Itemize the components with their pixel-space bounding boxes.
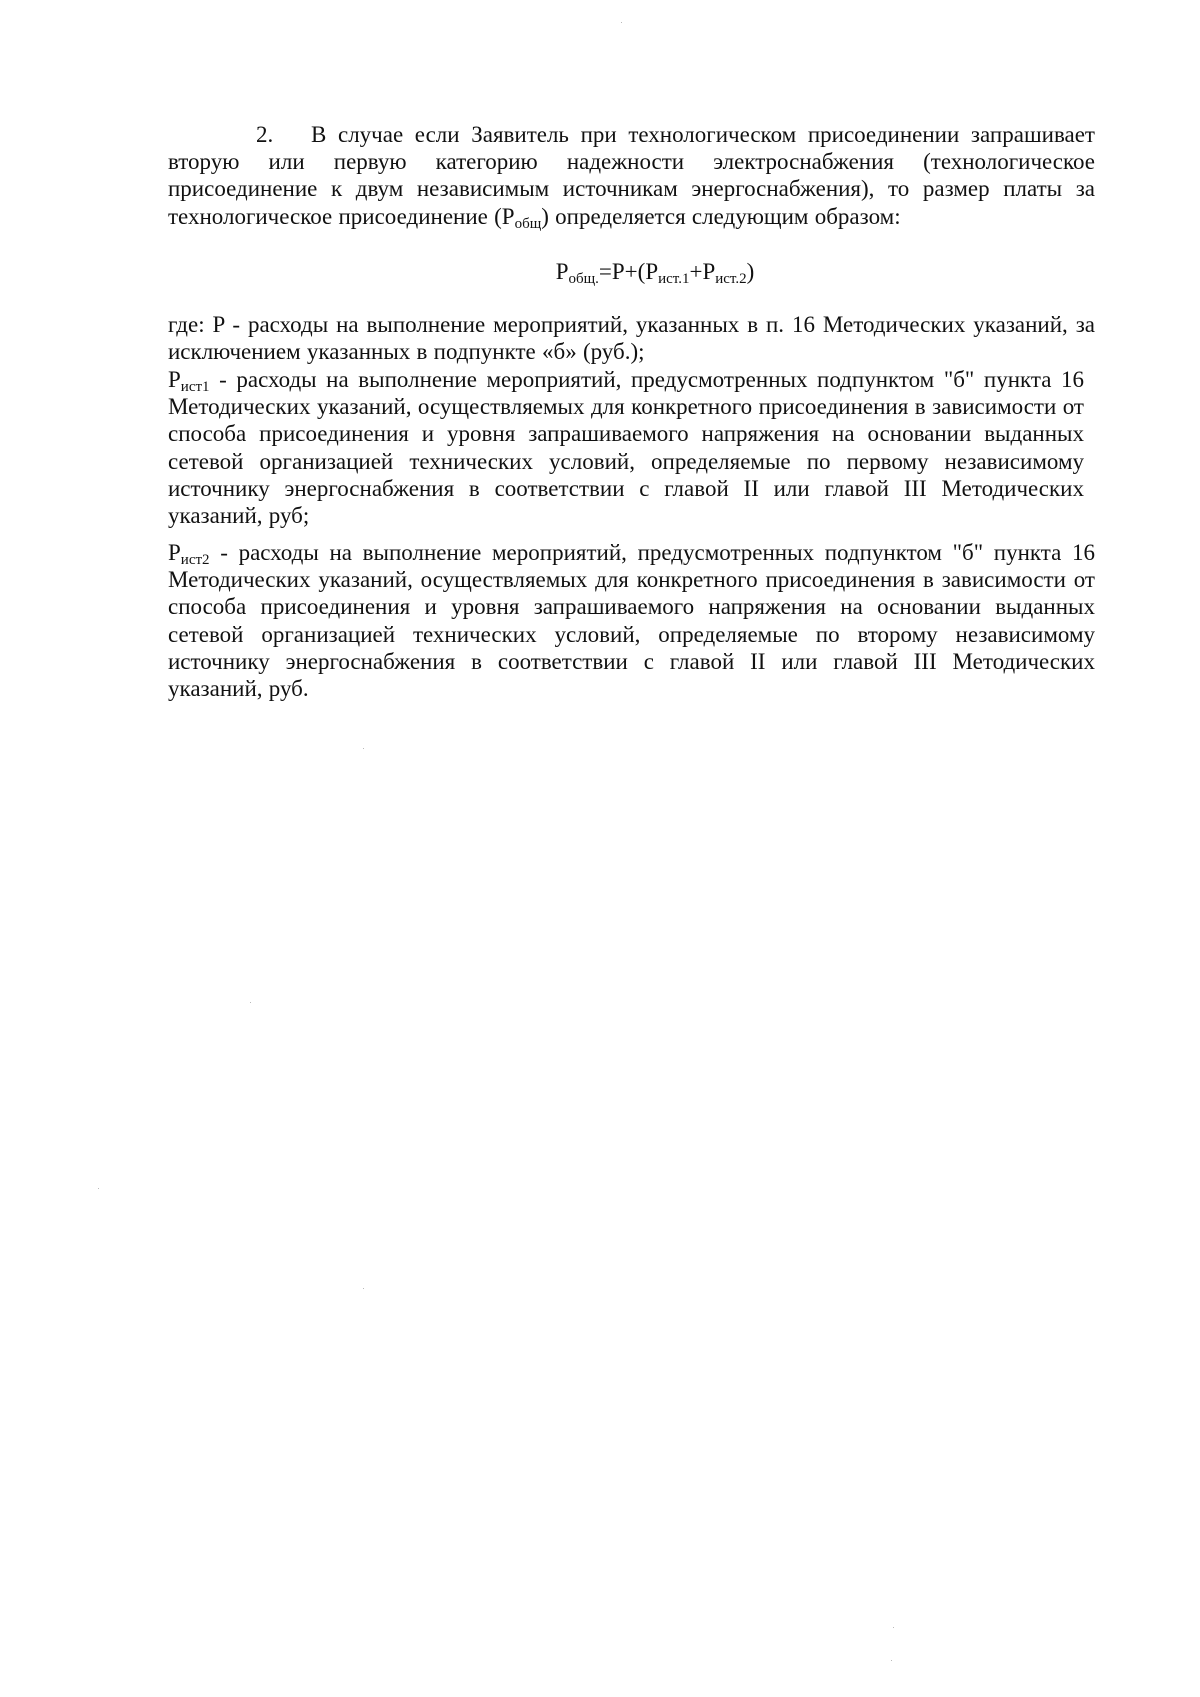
formula-part-4: ) bbox=[746, 259, 755, 284]
formula-part-2: =P+(P bbox=[598, 259, 659, 284]
formula-sub-ist1: ист.1 bbox=[658, 271, 690, 287]
scan-speck bbox=[363, 748, 364, 749]
definition-p-ist2-text: - расходы на выполнение мероприятий, предусмотренных подпунктом "б" пункта 16 Методических указаний, осуществляемых для конкретного присоединения в зависимости от способа присоединения и уровня запрашиваемого напряжения на основании выданных сетевой организацией технических условий, определяемые по второму независимому источнику энергоснабжения в соответствии с главой II или главой III Методических указаний, руб. bbox=[168, 540, 1095, 702]
formula-sub-obsh: общ. bbox=[568, 271, 599, 287]
definition-symbol: P bbox=[168, 540, 181, 565]
formula-sub-ist2: ист.2 bbox=[715, 271, 747, 287]
formula-part-3: +P bbox=[689, 259, 716, 284]
definition-symbol: P bbox=[168, 367, 181, 392]
formula-total-cost bbox=[0, 258, 1200, 286]
scan-speck bbox=[250, 1002, 251, 1003]
paragraph-number: 2. bbox=[256, 122, 274, 147]
definition-p-ist2 bbox=[168, 539, 1095, 702]
definition-p-text: где: P - расходы на выполнение мероприятий, указанных в п. 16 Методических указаний, за исключением указанных в подпункте «б» (руб.); bbox=[168, 312, 1095, 365]
scan-speck bbox=[98, 1188, 99, 1189]
paragraph-1-text-end: ) определяется следующим образом: bbox=[541, 203, 901, 229]
scan-speck bbox=[363, 1288, 364, 1289]
definition-p bbox=[168, 311, 1095, 365]
paragraph-1-text: В случае если Заявитель при технологическом присоединении запрашивает вторую или первую категорию надежности электроснабжения (технологическое присоединение к двум независимым источникам энергоснабжения), то размер платы за технологическое присоединение (P bbox=[168, 122, 1095, 229]
subscript-ist2: ист2 bbox=[180, 552, 210, 568]
definition-p-ist1-text: - расходы на выполнение мероприятий, предусмотренных подпунктом "б" пункта 16 Методических указаний, осуществляемых для конкретного присоединения в зависимости от способа присоединения и уровня запрашиваемого напряжения на основании выданных сетевой организацией технических условий, определяемые по первому независимому источнику энергоснабжения в соответствии с главой II или главой III Методических указаний, руб; bbox=[168, 367, 1084, 529]
subscript-ist1: ист1 bbox=[180, 379, 210, 395]
definition-p-ist1 bbox=[168, 366, 1084, 529]
scan-speck bbox=[893, 1627, 894, 1628]
paragraph-tech-connection-cost bbox=[168, 121, 1095, 230]
scan-speck bbox=[621, 22, 622, 23]
scan-speck bbox=[891, 1660, 892, 1661]
subscript-obsh: общ bbox=[514, 215, 542, 232]
formula-part-1: P bbox=[555, 259, 569, 284]
